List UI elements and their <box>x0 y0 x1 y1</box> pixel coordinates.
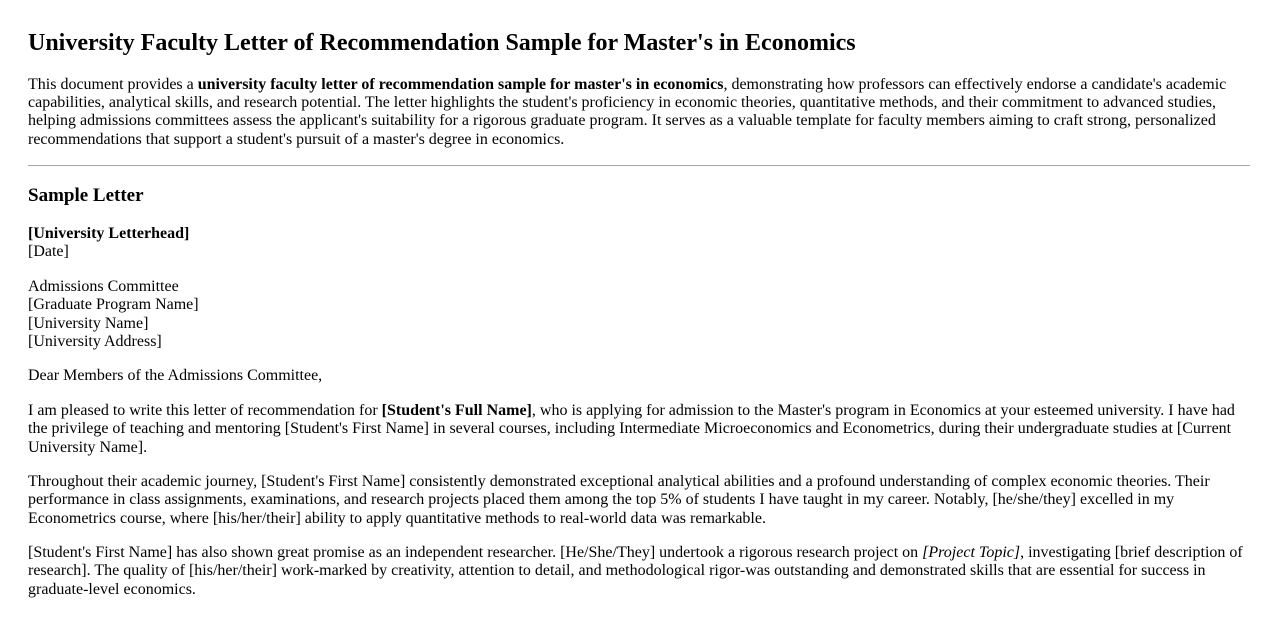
address-line-university: [University Name] <box>28 314 149 332</box>
intro-text-post: , demonstrating how professors can effectively endorse a candidate's academic capabilities, analytical skills, and research potential. The letter highlights the student's proficiency in economic theories, quantitative methods, and their commitment to advanced studies, helping admissions committees assess the applicant's suitability for a rigorous graduate program. It serves as a valuable template for faculty members aiming to craft strong, personalized recommendations that support a student's pursuit of a master's degree in economics. <box>28 75 1227 148</box>
letter-paragraph-3 <box>28 544 1250 599</box>
letter-paragraph-1 <box>28 402 1250 457</box>
page-title: University Faculty Letter of Recommendation Sample for Master's in Economics <box>28 30 856 56</box>
intro-bold-phrase: university faculty letter of recommendation sample for master's in economics <box>197 75 724 93</box>
date-placeholder: [Date] <box>28 243 69 261</box>
address-line-committee: Admissions Committee <box>28 277 179 295</box>
letterhead-placeholder: [University Letterhead] <box>28 225 190 242</box>
recipient-address-block <box>28 278 1250 352</box>
paragraph-3-text-pre: [Student's First Name] has also shown great promise as an independent researcher. [He/She/They] undertook a rigorous research project on <box>28 544 923 562</box>
sample-letter-heading: Sample Letter <box>28 185 144 207</box>
paragraph-1-text-pre: I am pleased to write this letter of recommendation for <box>28 401 382 419</box>
paragraph-3-text-post: , investigating [brief description of research]. The quality of [his/her/their] work-marked by creativity, attention to detail, and methodological rigor-was outstanding and demonstrated skills that are essential for success in graduate-level economics. <box>28 544 1243 598</box>
paragraph-1-text-post: , who is applying for admission to the Master's program in Economics at your esteemed university. I have had the privilege of teaching and mentoring [Student's First Name] in several courses, including Intermediate Microeconomics and Econometrics, during their undergraduate studies at [Current University Name]. <box>28 401 1235 456</box>
address-line-university-address: [University Address] <box>28 332 162 350</box>
intro-paragraph <box>28 76 1250 150</box>
salutation: Dear Members of the Admissions Committee, <box>28 367 323 385</box>
student-full-name-placeholder: [Student's Full Name] <box>381 401 532 419</box>
section-divider <box>28 165 1250 166</box>
intro-text-pre: This document provides a <box>28 75 198 93</box>
letterhead-block <box>28 225 1250 262</box>
project-topic-placeholder: [Project Topic] <box>922 544 1021 562</box>
address-line-program: [Graduate Program Name] <box>28 296 199 314</box>
letter-paragraph-2: Throughout their academic journey, [Student's First Name] consistently demonstrated exceptional analytical abilities and a profound understanding of complex economic theories. Their performance in class assignments, examinations, and research projects placed them among the top 5% of students I have taught in my career. Notably, [he/she/they] excelled in my Econometrics course, where [his/her/their] ability to apply quantitative methods to real-world data was remarkable. <box>28 472 1210 527</box>
